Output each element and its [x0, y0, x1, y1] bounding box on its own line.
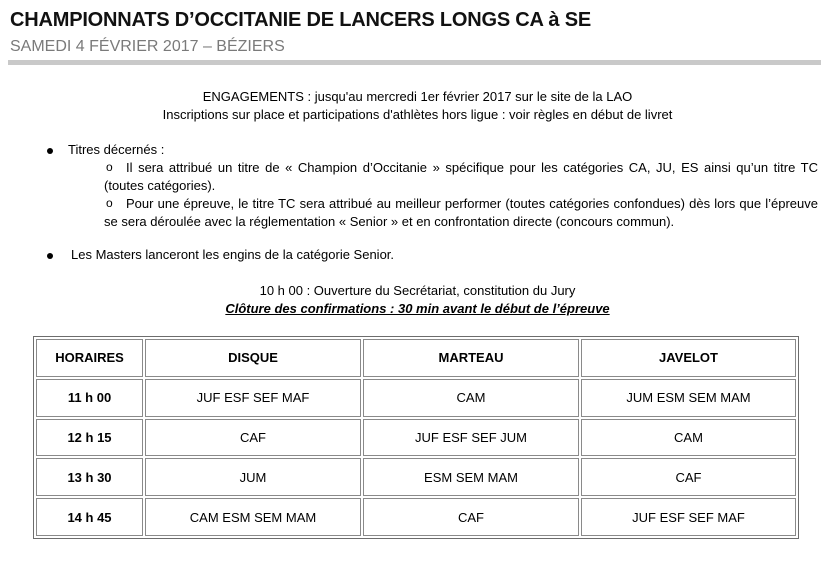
table-row [36, 458, 796, 496]
header-horaires: HORAIRES [36, 339, 143, 377]
header-divider [8, 60, 821, 65]
engagements-line: ENGAGEMENTS : jusqu'au mercredi 1er février 2017 sur le site de la LAO [202, 89, 633, 104]
opening-line: 10 h 00 : Ouverture du Secrétariat, constitution du Jury [259, 283, 576, 298]
closing-line: Clôture des confirmations : 30 min avant le début de l’épreuve [225, 301, 610, 316]
titles-heading: Titres décernés : [68, 142, 165, 157]
row-time: 12 h 15 [36, 419, 143, 457]
row-marteau: CAF [363, 498, 579, 536]
bullet-dot-icon [47, 253, 53, 259]
header-disque: DISQUE [145, 339, 361, 377]
closing-line-wrap [0, 301, 835, 316]
inscriptions-line: Inscriptions sur place et participations d'athlètes hors ligue : voir règles en début de livret [162, 107, 673, 122]
header-javelot: JAVELOT [581, 339, 796, 377]
row-marteau: CAM [363, 379, 579, 417]
header-marteau: MARTEAU [363, 339, 579, 377]
titles-item-1: Il sera attribué un titre de « Champion d’Occitanie » spécifique pour les catégories CA, JU, ES ainsi qu’un titre TC (toutes catégories). [104, 160, 818, 193]
row-disque: JUF ESF SEF MAF [145, 379, 361, 417]
table-row [36, 419, 796, 457]
table-row [36, 498, 796, 536]
row-javelot: CAM [581, 419, 796, 457]
row-disque: JUM [145, 458, 361, 496]
masters-note: Les Masters lanceront les engins de la catégorie Senior. [71, 247, 395, 262]
row-disque: CAF [145, 419, 361, 457]
schedule-table [33, 336, 799, 539]
table-row [36, 379, 796, 417]
sub-bullet-icon: o [106, 160, 113, 174]
row-time: 13 h 30 [36, 458, 143, 496]
row-time: 11 h 00 [36, 379, 143, 417]
table-header-row [36, 339, 796, 377]
sub-bullet-icon: o [106, 196, 113, 210]
row-disque: CAM ESM SEM MAM [145, 498, 361, 536]
bullet-dot-icon [47, 148, 53, 154]
page-subtitle: SAMEDI 4 FÉVRIER 2017 – BÉZIERS [10, 38, 285, 55]
row-javelot: JUM ESM SEM MAM [581, 379, 796, 417]
page-title: CHAMPIONNATS D’OCCITANIE DE LANCERS LONGS CA à SE [10, 9, 591, 31]
row-time: 14 h 45 [36, 498, 143, 536]
row-marteau: ESM SEM MAM [363, 458, 579, 496]
row-javelot: CAF [581, 458, 796, 496]
row-javelot: JUF ESF SEF MAF [581, 498, 796, 536]
row-marteau: JUF ESF SEF JUM [363, 419, 579, 457]
titles-item-2: Pour une épreuve, le titre TC sera attribué au meilleur performer (toutes catégories confondues) dès lors que l’épreuve se sera déroulée avec la réglementation « Senior » et en confrontation directe (concours commun). [104, 196, 818, 229]
